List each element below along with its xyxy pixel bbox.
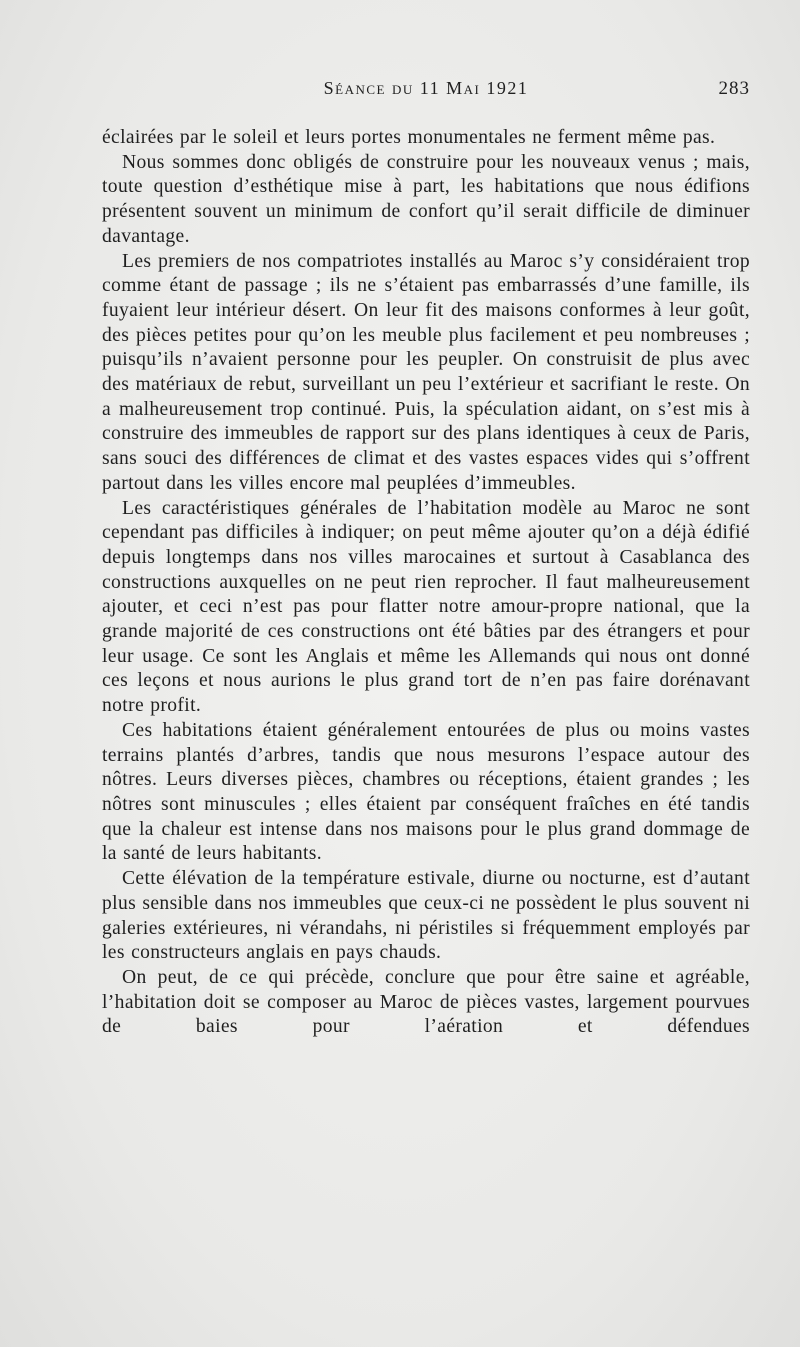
paragraph-5: Ces habitations étaient généralement entourées de plus ou moins vastes terrains plantés d’arbres, tandis que nous mesurons l’espace autour des nôtres. Leurs diverses pièces, chambres ou réceptions, étaient grandes ; les nôtres sont minuscules ; elles étaient par conséquent fraîches en été tandis que la chaleur est intense dans nos maisons pour le plus grand dommage de la santé de leurs habitants.: [102, 719, 750, 865]
paragraph-3: Les premiers de nos compatriotes installés au Maroc s’y considéraient trop comme étant de passage ; ils ne s’étaient pas embarrassés d’une famille, ils fuyaient leur intérieur désert. On leur fit des maisons conformes à leur goût, des pièces petites pour qu’on les meuble plus facilement et peu nombreuses ; puisqu’ils n’avaient personne pour les peupler. On construisit de plus avec des matériaux de rebut, surveillant un peu l’extérieur et sacrifiant le reste. On a malheureusement trop continué. Puis, la spéculation aidant, on s’est mis à construire des immeubles de rapport sur des plans identiques à ceux de Paris, sans souci des différences de climat et des vastes espaces vides qui s’offrent partout dans les villes encore mal peuplées d’immeubles.: [102, 250, 750, 494]
running-header: [102, 78, 750, 102]
paragraph-7: On peut, de ce qui précède, conclure que pour être saine et agréable, l’habitation doit se composer au Maroc de pièces vastes, largement pourvues de baies pour l’aération et défendues: [102, 966, 750, 1038]
body-text: [102, 126, 750, 1040]
paragraph-4: Les caractéristiques générales de l’habitation modèle au Maroc ne sont cependant pas difficiles à indiquer; on peut même ajouter qu’on a déjà édifié depuis longtemps dans nos villes marocaines et surtout à Casablanca des constructions auxquelles on ne peut rien reprocher. Il faut malheureusement ajouter, et ceci n’est pas pour flatter notre amour-propre national, que la grande majorité de ces constructions ont été bâties par des étrangers et pour leur usage. Ce sont les Anglais et même les Allemands qui nous ont donné ces leçons et nous aurions le plus grand tort de n’en pas faire dorénavant notre profit.: [102, 497, 750, 717]
paragraph-1: éclairées par le soleil et leurs portes monumentales ne ferment même pas.: [102, 127, 716, 148]
paragraph-6: Cette élévation de la température estivale, diurne ou nocturne, est d’autant plus sensible dans nos immeubles que ceux-ci ne possèdent le plus souvent ni galeries extérieures, ni vérandahs, ni péristiles si fréquemment employés par les constructeurs anglais en pays chauds.: [102, 868, 750, 964]
running-title: Séance du 11 Mai 1921: [323, 78, 529, 98]
paragraph-2: Nous sommes donc obligés de construire pour les nouveaux venus ; mais, toute question d’esthétique mise à part, les habitations que nous édifions présentent souvent un minimum de confort qu’il serait difficile de diminuer davantage.: [102, 151, 750, 247]
page-number: 283: [718, 78, 750, 99]
